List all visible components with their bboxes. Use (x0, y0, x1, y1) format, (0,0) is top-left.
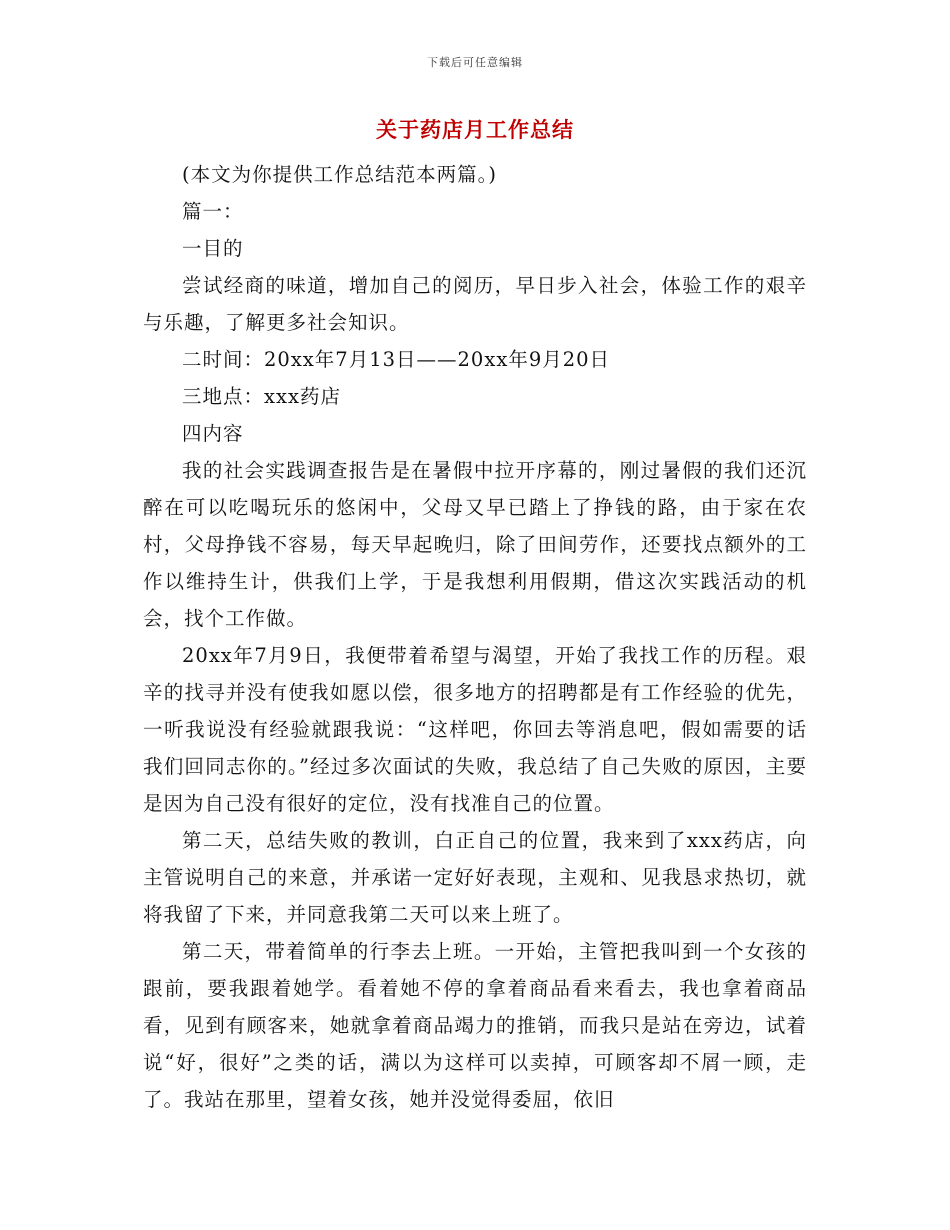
paragraph-purpose: 尝试经商的味道，增加自己的阅历，早日步入社会，体验工作的艰辛与乐趣，了解更多社会知识。 (143, 274, 807, 334)
document-title: 关于药店月工作总结 (376, 117, 574, 142)
paragraph-part-one: 篇一： (182, 200, 244, 223)
paragraph-time: 二时间：20xx年7月13日——20xx年9月20日 (182, 348, 611, 371)
paragraph-body: 我的社会实践调查报告是在暑假中拉开序幕的，刚过暑假的我们还沉醉在可以吃喝玩乐的悠闲中，父母又早已踏上了挣钱的路，由于家在农村，父母挣钱不容易，每天早起晚归，除了田间劳作，还要找点额外的工作以维持生计，供我们上学，于是我想利用假期，借这次实践活动的机会，找个工作做。 (143, 459, 807, 630)
paragraph-body: 第二天，总结失败的教训，白正自己的位置，我来到了xxx药店，向主管说明自己的来意，并承诺一定好好表现，主观和、见我恳求热切，就将我留了下来，并同意我第二天可以来上班了。 (143, 829, 807, 926)
paragraph-body: 20xx年7月9日，我便带着希望与渴望，开始了我找工作的历程。艰辛的找寻并没有使我如愿以偿，很多地方的招聘都是有工作经验的优先，一听我说没有经验就跟我说：“这样吧，你回去等消息吧，假如需要的话我们回同志你的。”经过多次面试的失败，我总结了自己失败的原因，主要是因为自己没有很好的定位，没有找准自己的位置。 (143, 644, 807, 815)
header-note: 下载后可任意编辑 (427, 56, 523, 69)
paragraph-content-heading: 四内容 (182, 422, 244, 445)
paragraph-body: 第二天，带着简单的行李去上班。一开始，主管把我叫到一个女孩的跟前，要我跟着她学。看着她不停的拿着商品看来看去，我也拿着商品看，见到有顾客来，她就拿着商品竭力的推销，而我只是站在旁边，试着说“好，很好”之类的话，满以为这样可以卖掉，可顾客却不屑一顾，走了。我站在那里，望着女孩，她并没觉得委屈，依旧 (143, 940, 807, 1111)
document-body (143, 156, 807, 1118)
paragraph-location: 三地点：xxx药店 (182, 385, 341, 408)
paragraph-purpose-heading: 一目的 (182, 237, 244, 260)
paragraph-intro: (本文为你提供工作总结范本两篇。) (182, 163, 497, 186)
